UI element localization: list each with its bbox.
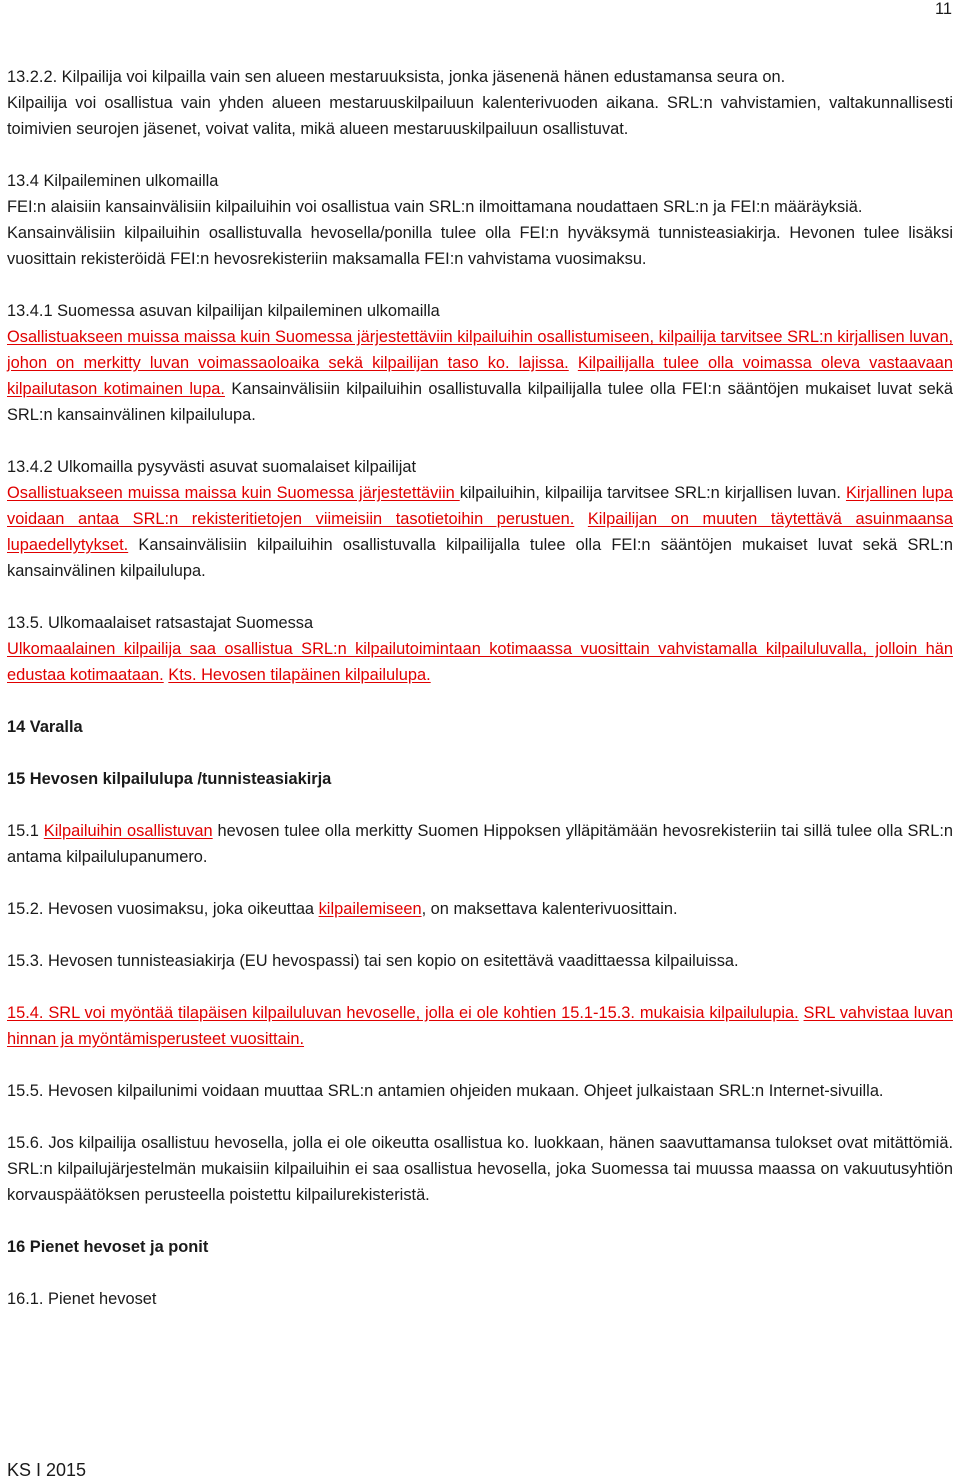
section-13-2-2	[7, 64, 953, 142]
tracked-change: Kilpailijalla tulee olla voimassa oleva vastaavaan kilpailutason kotimainen lupa.	[7, 354, 953, 398]
section-13-4-1-heading: 13.4.1 Suomessa asuvan kilpailijan kilpaileminen ulkomailla	[7, 302, 440, 320]
tracked-change: Kts. Hevosen tilapäinen kilpailulupa.	[168, 666, 431, 684]
heading-14: 14 Varalla	[7, 718, 83, 736]
tracked-change: Kilpailijan on muuten täytettävä asuinmaansa lupaedellytykset.	[7, 510, 953, 554]
section-15-1-text: hevosen tulee olla merkitty Suomen Hippoksen ylläpitämään hevosrekisteriin tai sillä tulee olla SRL:n antama kilpailulupanumero.	[7, 822, 953, 866]
tracked-change: 15.4. SRL voi myöntää tilapäisen kilpailuluvan hevoselle, jolla ei ole kohtien 15.1-15.3. mukaisia kilpailulupia.	[7, 1004, 799, 1022]
tracked-change: kilpailemiseen	[318, 900, 422, 918]
section-15-6: 15.6. Jos kilpailija osallistuu hevosella, jolla ei ole oikeutta osallistua ko. luokkaan, hänen saavuttamansa tulokset ovat mitättömiä. SRL:n kilpailujärjestelmän mukaisiin kilpailuihin ei saa osallistua hevosella, joka Suomessa tai muussa maassa on vakuutusyhtiön korvauspäätöksen perusteella poistettu kilpailurekisteristä.	[7, 1134, 953, 1204]
section-13-4-1-text: Kansainvälisiin kilpailuihin osallistuvalla kilpailijalla tulee olla FEI:n sääntöjen mukaiset luvat sekä SRL:n kansainvälinen kilpailulupa.	[7, 380, 953, 424]
section-13-4-1-body	[7, 324, 953, 428]
section-15-3: 15.3. Hevosen tunnisteasiakirja (EU hevospassi) tai sen kopio on esitettävä vaadittaessa kilpailuissa.	[7, 952, 739, 970]
section-13-4-2	[7, 454, 953, 584]
heading-15: 15 Hevosen kilpailulupa /tunnisteasiakirja	[7, 770, 332, 788]
footer: KS I 2015	[7, 1460, 87, 1480]
section-13-4-2-text: kilpailuihin, kilpailija tarvitsee SRL:n kirjallisen luvan.	[459, 484, 841, 502]
section-13-2-2-rest: Kilpailija voi osallistua vain yhden alueen mestaruuskilpailuun kalenterivuoden aikana. SRL:n vahvistamien, valtakunnallisesti toimivien seurojen jäsenet, voivat valita, mikä alueen mestaruuskilpailuun osallistuvat.	[7, 94, 953, 138]
page-number: 11	[934, 0, 952, 18]
section-13-4-heading: 13.4 Kilpaileminen ulkomailla	[7, 172, 219, 190]
section-13-4	[7, 168, 953, 272]
section-16-1: 16.1. Pienet hevoset	[7, 1290, 157, 1308]
tracked-change: Kirjallinen lupa voidaan antaa SRL:n rekisteritietojen viimeisiin tasotietoihin perustuen.	[7, 484, 954, 528]
section-13-4-1	[7, 298, 953, 428]
section-13-5-heading: 13.5. Ulkomaalaiset ratsastajat Suomessa	[7, 614, 314, 632]
heading-16: 16 Pienet hevoset ja ponit	[7, 1238, 209, 1256]
section-15-4	[7, 1000, 953, 1052]
tracked-change: Ulkomaalainen kilpailija saa osallistua SRL:n kilpailutoimintaan kotimaassa vuosittain vahvistamalla kilpailuluvalla, jolloin hän edustaa kotimaataan.	[7, 640, 953, 684]
document-body	[7, 64, 953, 1338]
section-15-2-post: , on maksettava kalenterivuosittain.	[421, 900, 678, 918]
section-15-5: 15.5. Hevosen kilpailunimi voidaan muuttaa SRL:n antamien ohjeiden mukaan. Ohjeet julkaistaan SRL:n Internet-sivuilla.	[7, 1082, 884, 1100]
section-13-2-2-line1: 13.2.2. Kilpailija voi kilpailla vain sen alueen mestaruuksista, jonka jäsenenä hänen edustamansa seura on.	[7, 68, 786, 86]
section-15-2-pre: 15.2. Hevosen vuosimaksu, joka oikeuttaa	[7, 900, 319, 918]
section-13-4-2-heading: 13.4.2 Ulkomailla pysyvästi asuvat suomalaiset kilpailijat	[7, 458, 417, 476]
section-13-4-2-text2: Kansainvälisiin kilpailuihin osallistuvalla kilpailijalla tulee olla FEI:n sääntöjen mukaiset luvat sekä SRL:n kansainvälinen kilpailulupa.	[7, 536, 953, 580]
section-15-2	[7, 896, 953, 922]
section-13-4-p2: Kansainvälisiin kilpailuihin osallistuvalla hevosella/ponilla tulee olla FEI:n hyväksymä tunnisteasiakirja. Hevonen tulee lisäksi vuosittain rekisteröidä FEI:n hevosrekisteriin maksamalla FEI:n vahvistama vuosimaksu.	[7, 224, 953, 268]
tracked-change: Osallistuakseen muissa maissa kuin Suomessa järjestettäviin	[7, 484, 460, 502]
tracked-change: Kilpailuihin osallistuvan	[43, 822, 213, 840]
section-13-5	[7, 610, 953, 688]
tracked-change: SRL vahvistaa luvan hinnan ja myöntämisperusteet vuosittain.	[7, 1004, 953, 1048]
section-15-1-num: 15.1	[7, 822, 44, 840]
section-13-5-body	[7, 636, 953, 688]
section-15-1	[7, 818, 953, 870]
section-13-4-2-body	[7, 480, 953, 584]
section-13-4-p1: FEI:n alaisiin kansainvälisiin kilpailuihin voi osallistua vain SRL:n ilmoittamana noudattaen SRL:n ja FEI:n määräyksiä.	[7, 198, 863, 216]
tracked-change: Osallistuakseen muissa maissa kuin Suomessa järjestettäviin kilpailuihin osallistumiseen, kilpailija tarvitsee SRL:n kirjallisen luvan, johon on merkitty luvan voimassaoloaika sekä kilpailijan taso ko. lajissa.	[7, 328, 953, 372]
